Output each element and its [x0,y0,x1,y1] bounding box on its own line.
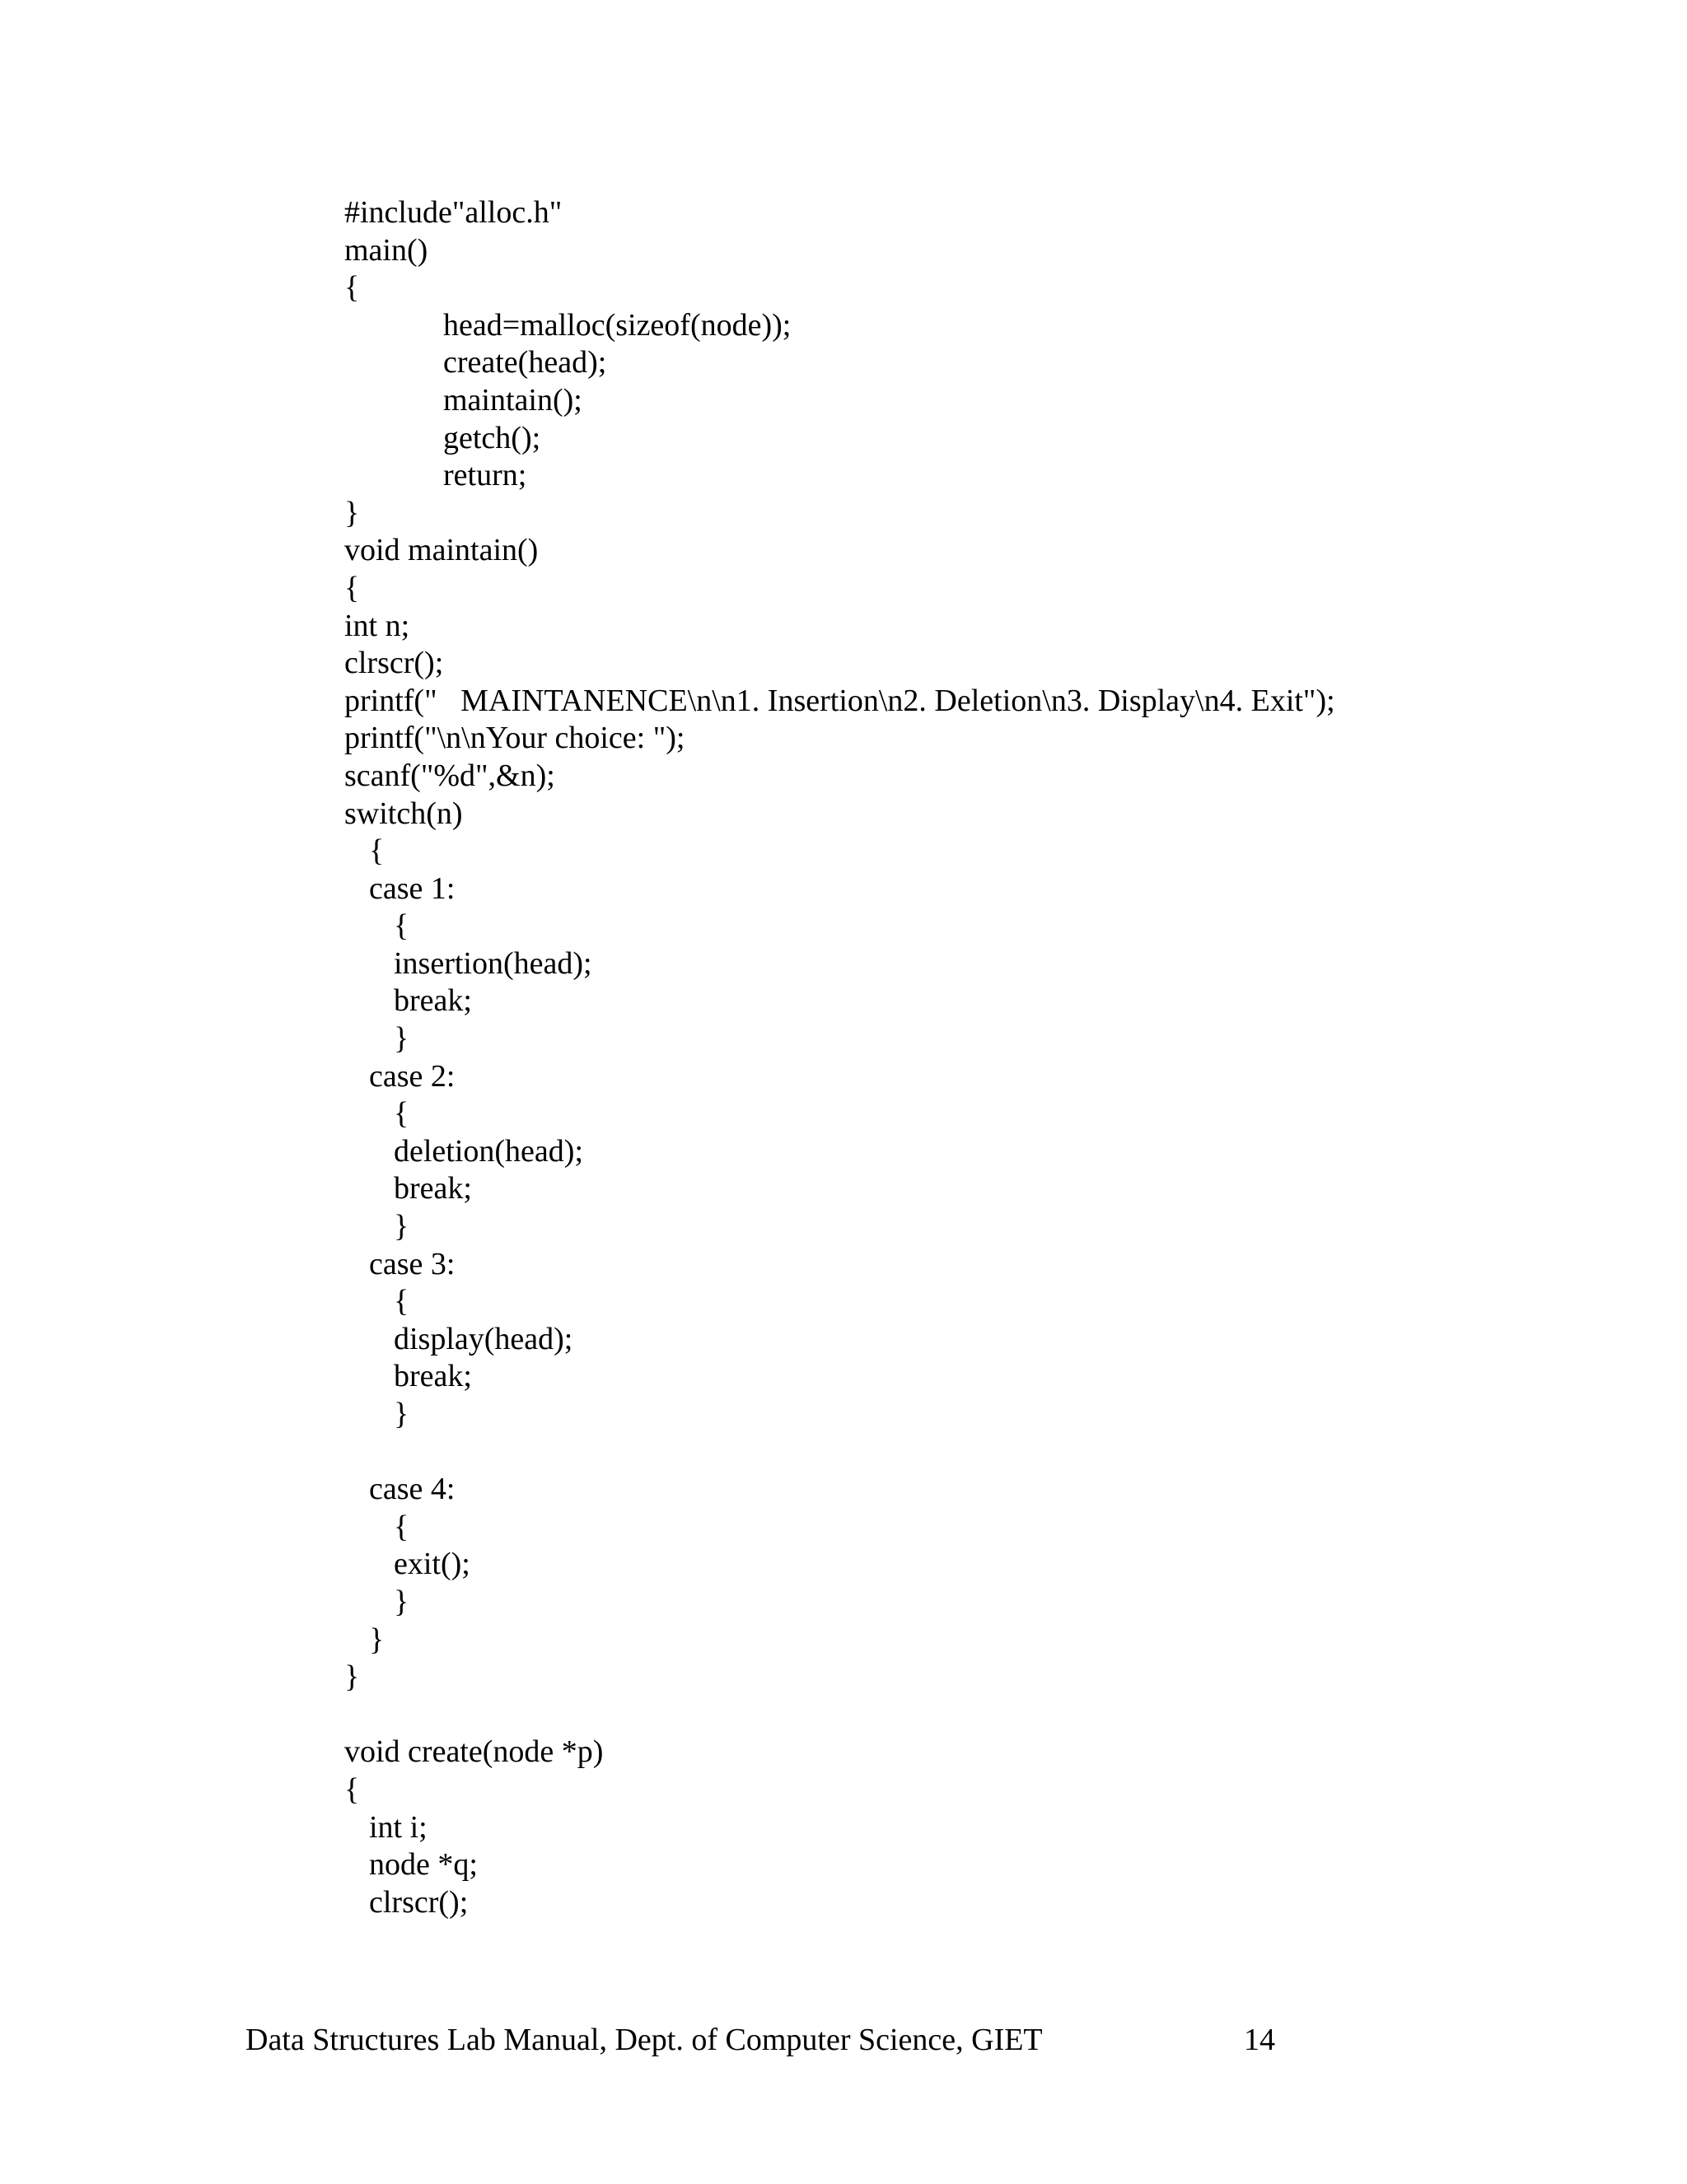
code-line: break; [394,1171,472,1206]
code-line: { [394,1509,409,1544]
code-line: #include"alloc.h" [344,195,563,230]
code-line: case 3: [369,1246,456,1281]
code-line: create(head); [443,345,607,380]
code-line [344,1434,1580,1472]
code-line: case 1: [369,870,456,906]
code-line: } [344,1659,360,1695]
code-line: void maintain() [344,533,539,568]
code-listing [344,194,1580,1921]
code-line: { [344,570,360,605]
code-line: { [369,833,385,869]
code-line: break; [394,1359,472,1394]
code-line: exit(); [394,1547,470,1582]
code-line: clrscr(); [369,1884,469,1920]
code-line: } [369,1622,385,1657]
code-line: scanf("%d",&n); [344,758,555,793]
code-line: case 2: [369,1058,456,1094]
code-line: printf("\n\nYour choice: "); [344,721,685,756]
code-line: maintain(); [443,382,582,418]
code-line [344,1696,1580,1734]
code-line: { [344,270,360,306]
code-line: { [394,1284,409,1319]
code-line: } [394,1021,409,1057]
code-line: switch(n) [344,796,463,831]
code-line: getch(); [443,420,541,455]
code-line: } [394,1397,409,1431]
code-line: printf(" MAINTANENCE\n\n1. Insertion\n2. Deletion\n3. Display\n4. Exit"); [344,683,1335,718]
code-line: } [394,1209,409,1244]
code-line: deletion(head); [394,1133,584,1169]
code-line: clrscr(); [344,646,444,681]
code-line: case 4: [369,1472,456,1507]
code-line: { [394,1096,409,1132]
code-line: int i; [369,1809,428,1845]
code-line: break; [394,983,472,1019]
page-footer [245,2019,1399,2060]
page-number: 14 [1244,2023,1275,2057]
code-line: return; [443,458,527,493]
code-line: insertion(head); [394,945,592,981]
code-line: head=malloc(sizeof(node)); [443,307,792,343]
code-line: } [394,1584,409,1619]
code-line: display(head); [394,1321,573,1356]
code-line: { [344,1771,360,1807]
code-line: void create(node *p) [344,1734,604,1770]
code-line: int n; [344,608,410,643]
code-line: node *q; [369,1847,478,1883]
code-line: main() [344,232,428,268]
code-line: } [344,495,360,530]
code-line: { [394,908,409,944]
footer-text: Data Structures Lab Manual, Dept. of Computer Science, GIET [245,2023,1043,2057]
